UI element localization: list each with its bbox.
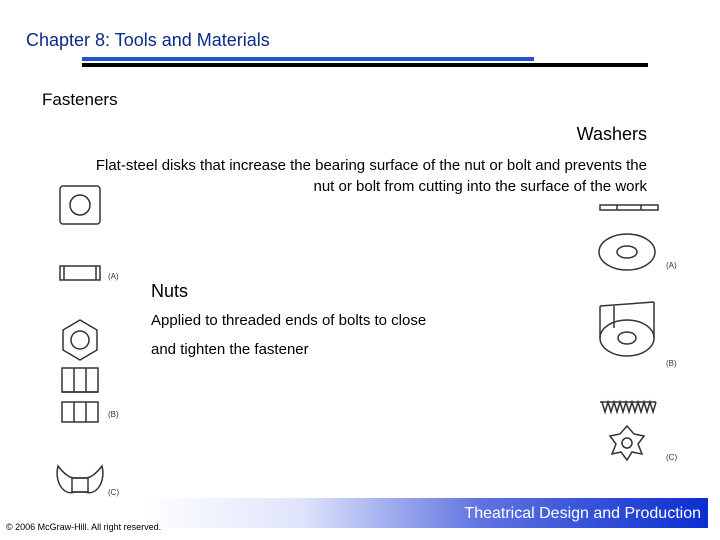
title-rule-black [82,63,648,67]
nut-label-c: (C) [108,488,120,497]
flat-washer-top-view [599,234,655,270]
toothed-washer-top-view [610,426,644,460]
toothed-washer-side-view [600,402,656,412]
washer-label-a: (A) [666,261,677,270]
washers-heading: Washers [576,124,647,144]
square-nut-side-view [60,266,100,280]
washer-label-c: (C) [666,453,678,462]
square-nut-top-view [60,186,100,224]
nuts-description-line2: and tighten the fastener [151,341,309,358]
lock-washer [600,302,654,356]
copyright-notice: © 2006 McGraw-Hill. All right reserved. [6,522,162,532]
title-rule-blue [82,57,534,61]
nut-label-a: (A) [108,272,119,281]
nuts-description-line1: Applied to threaded ends of bolts to close [151,312,427,329]
footer-title: Theatrical Design and Production [464,505,701,522]
washers-description: Flat-steel disks that increase the bearing surface of the nut or bolt and prevents the nut or bolt from cutting into the surface of the work [95,157,647,195]
hex-nut-side-view [62,368,98,422]
flat-washer-side-view [600,205,658,210]
washer-illustrations [590,198,690,470]
hex-nut-top-view [63,320,97,360]
chapter-title: Chapter 8: Tools and Materials [26,30,270,50]
nut-illustrations [50,178,150,508]
section-heading: Fasteners [42,90,118,109]
nut-label-b: (B) [108,410,119,419]
washer-label-b: (B) [666,359,677,368]
wing-nut [57,466,103,493]
nuts-heading: Nuts [151,281,189,301]
